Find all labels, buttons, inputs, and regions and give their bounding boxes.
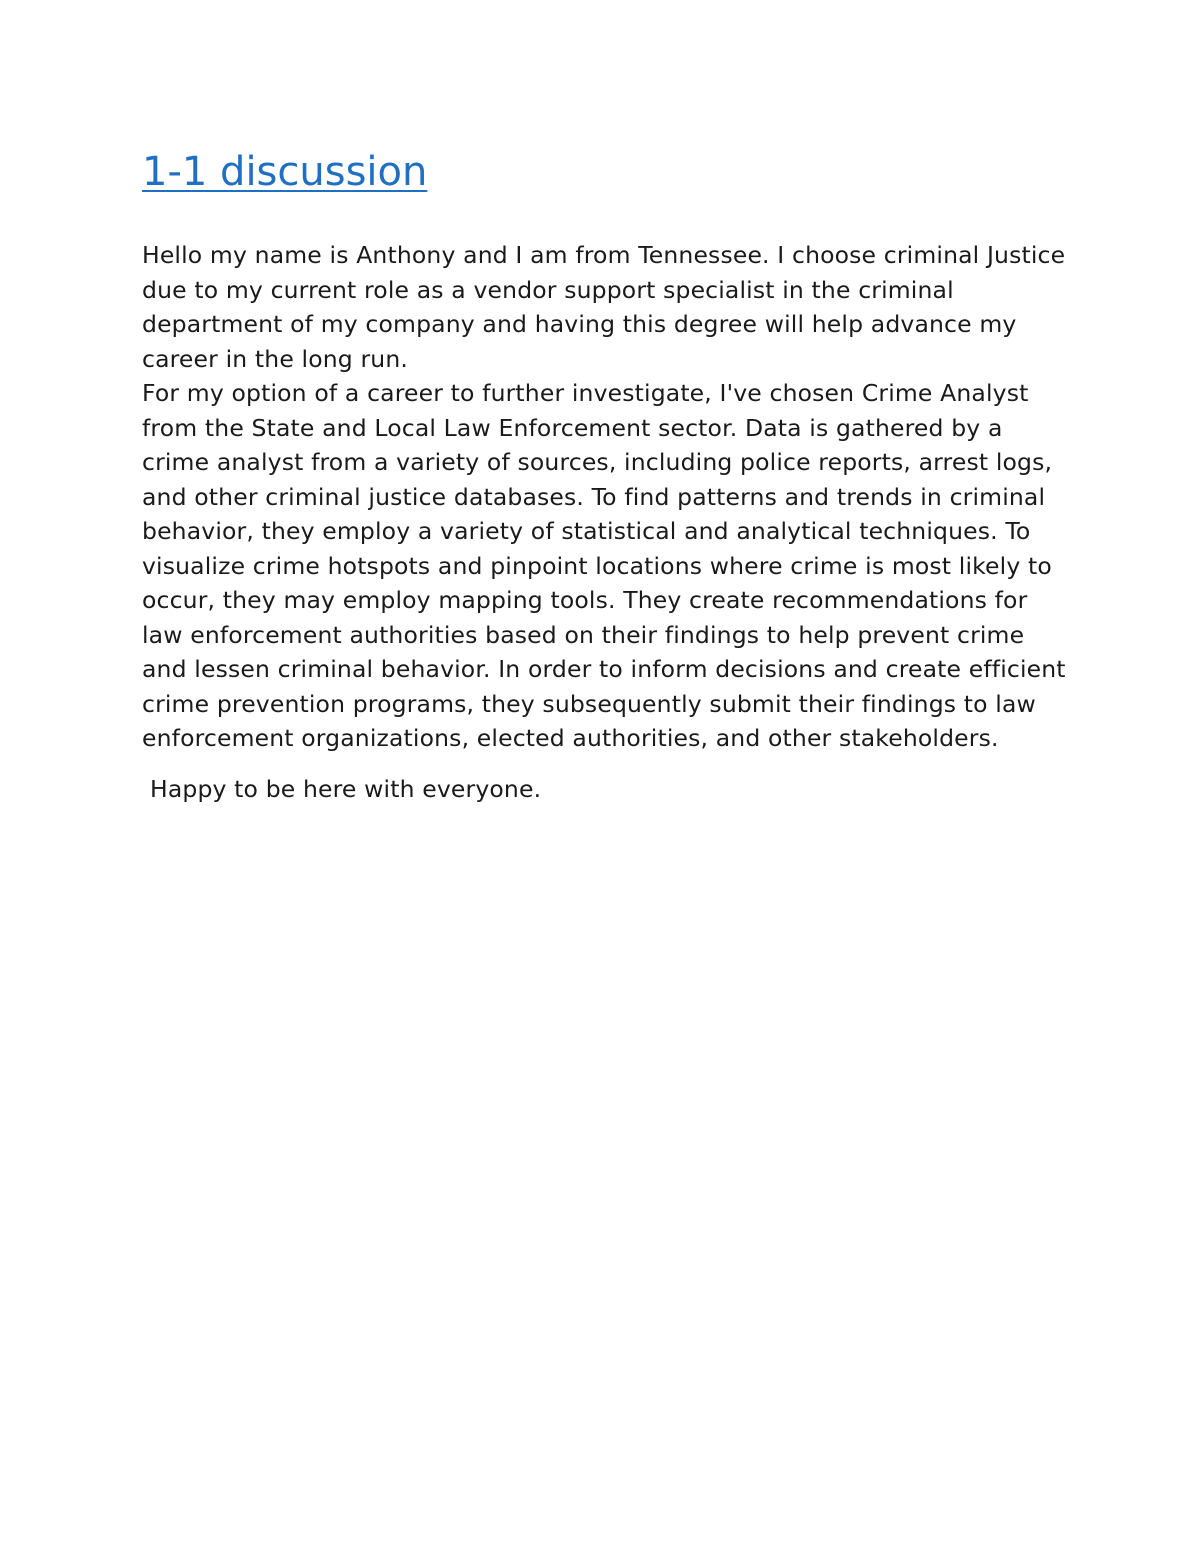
document-body: [142, 146, 1072, 806]
career-paragraph: For my option of a career to further investigate, I've chosen Crime Analyst from the State and Local Law Enforcement sector. Data is gathered by a crime analyst from a variety of sources, including police reports, arrest logs, and other criminal justice databases. To find patterns and trends in criminal behavior, they employ a variety of statistical and analytical techniques. To visualize crime hotspots and pinpoint locations where crime is most likely to occur, they may employ mapping tools. They create recommendations for law enforcement authorities based on their findings to help prevent crime and lessen criminal behavior. In order to inform decisions and create efficient crime prevention programs, they subsequently submit their findings to law enforcement organizations, elected authorities, and other stakeholders.: [142, 379, 1066, 752]
closing-paragraph: Happy to be here with everyone.: [150, 774, 542, 803]
document-title-link[interactable]: 1-1 discussion: [142, 149, 428, 195]
intro-paragraph: Hello my name is Anthony and I am from Tennessee. I choose criminal Justice due to my current role as a vendor support specialist in the criminal department of my company and having this degree will help advance my career in the long run.: [142, 241, 1066, 373]
